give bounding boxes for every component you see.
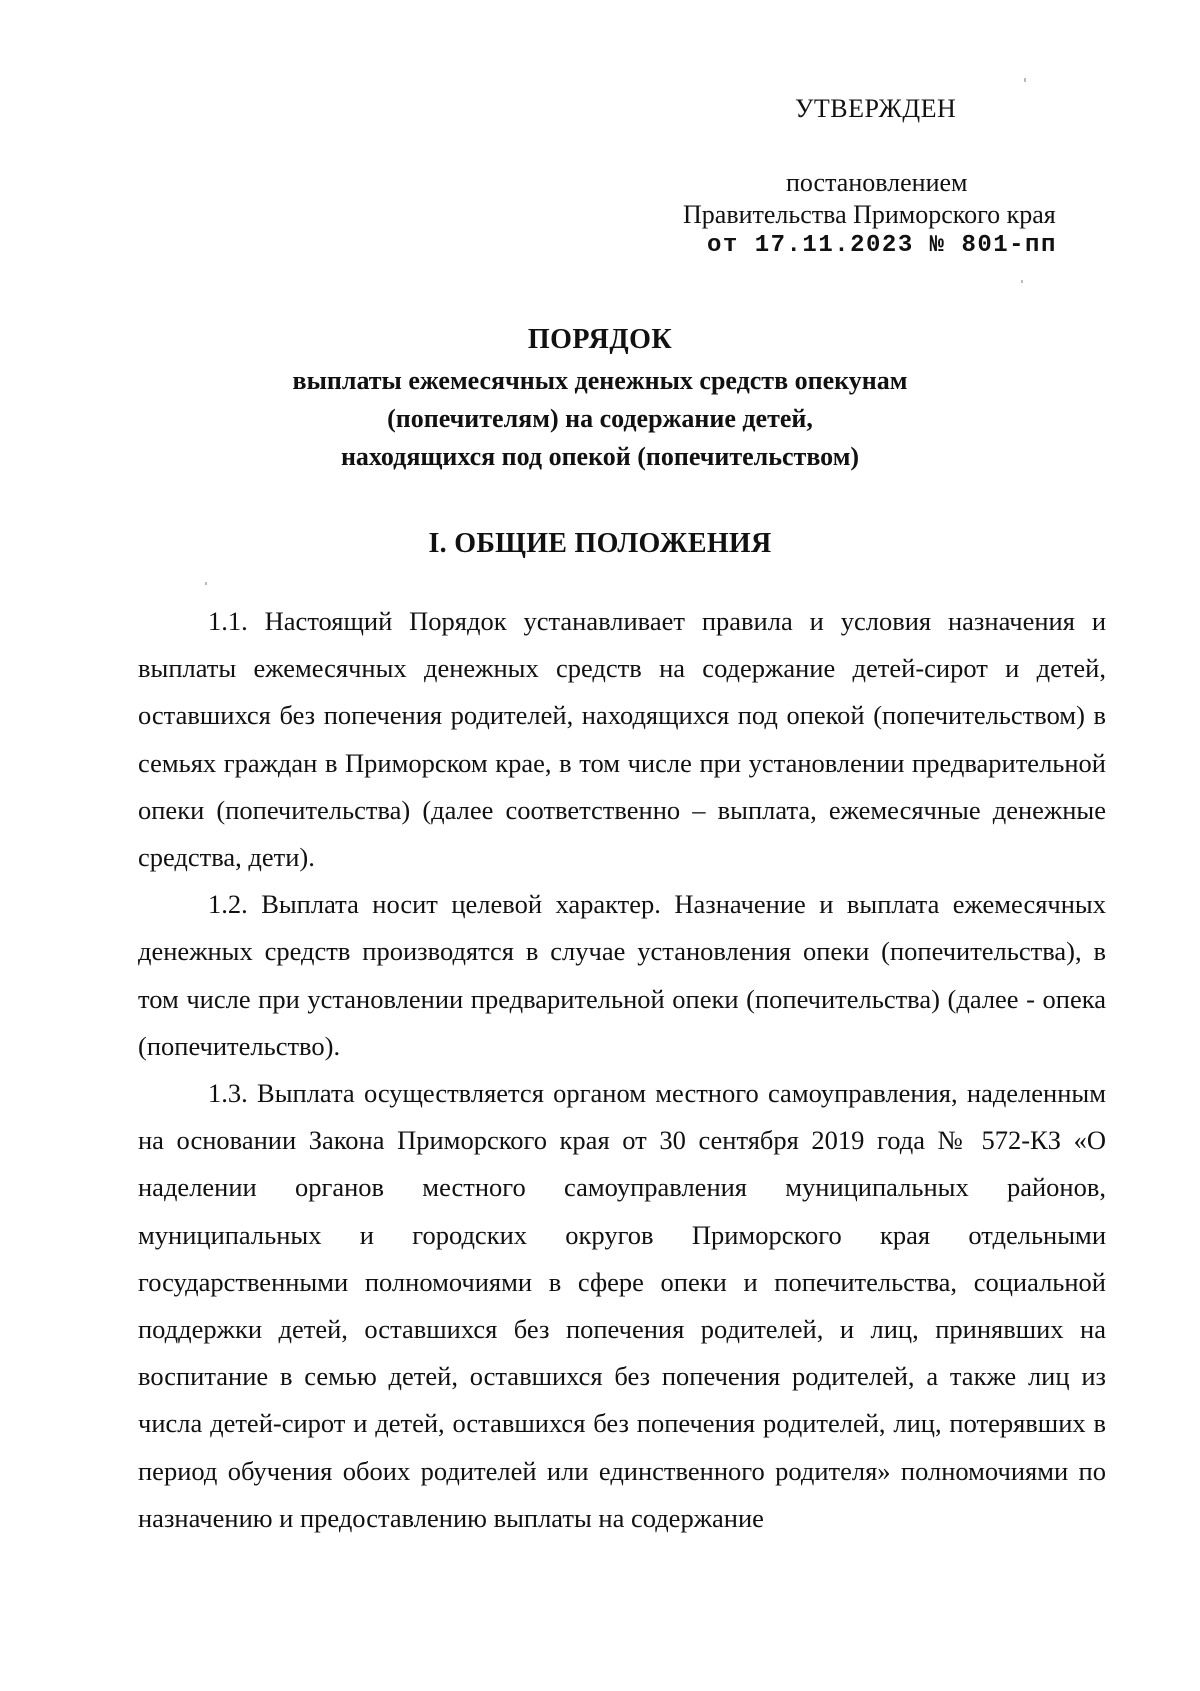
paragraph-1-1: 1.1. Настоящий Порядок устанавливает правила и условия назначения и выплаты ежемесячных денежных средств на содержание детей-сирот и детей, оставшихся без попечения родителей, находящихся под опекой (попечительством) в семьях граждан в Приморском крае, в том числе при установлении предварительной опеки (попечительства) (далее соответственно – выплата, ежемесячные денежные средства, дети). [138, 606, 1106, 873]
scan-speck [1021, 280, 1023, 283]
document-title [0, 318, 1200, 476]
title-line-3: находящихся под опекой (попечительством) [340, 442, 860, 471]
paragraph-1-2: 1.2. Выплата носит целевой характер. Назначение и выплата ежемесячных денежных средств производятся в случае установления опеки (попечительства), в том числе при установлении предварительной опеки (попечительства) (далее - опека (попечительство). [138, 889, 1106, 1061]
document-body [138, 598, 1106, 1542]
scan-speck [205, 582, 207, 585]
approval-line-date-number: от 17.11.2023 № 801-пп [707, 232, 1057, 259]
approval-heading: УТВЕРЖДЕН [795, 94, 957, 123]
paragraph-1-3: 1.3. Выплата осуществляется органом местного самоуправления, наделенным на основании Закона Приморского края от 30 сентября 2019 года № 572-КЗ «О наделении органов местного самоуправления муниципальных районов, муниципальных и городских округов Приморского края отдельными государственными полномочиями в сфере опеки и попечительства, социальной поддержки детей, оставшихся без попечения родителей, и лиц, принявших на воспитание в семью детей, оставшихся без попечения родителей, а также лиц из числа детей-сирот и детей, оставшихся без попечения родителей, лиц, потерявших в период обучения обоих родителей или единственного родителя» полномочиями по назначению и предоставлению выплаты на содержание [138, 1078, 1106, 1533]
approval-line-resolution: постановлением [786, 168, 968, 197]
title-main: ПОРЯДОК [527, 324, 673, 355]
title-line-2: (попечителям) на содержание детей, [387, 404, 813, 433]
title-line-1: выплаты ежемесячных денежных средств опекунам [292, 366, 908, 395]
approval-line-government: Правительства Приморского края [683, 200, 1056, 229]
scan-speck [1024, 78, 1026, 82]
section-heading: I. ОБЩИЕ ПОЛОЖЕНИЯ [428, 528, 772, 559]
